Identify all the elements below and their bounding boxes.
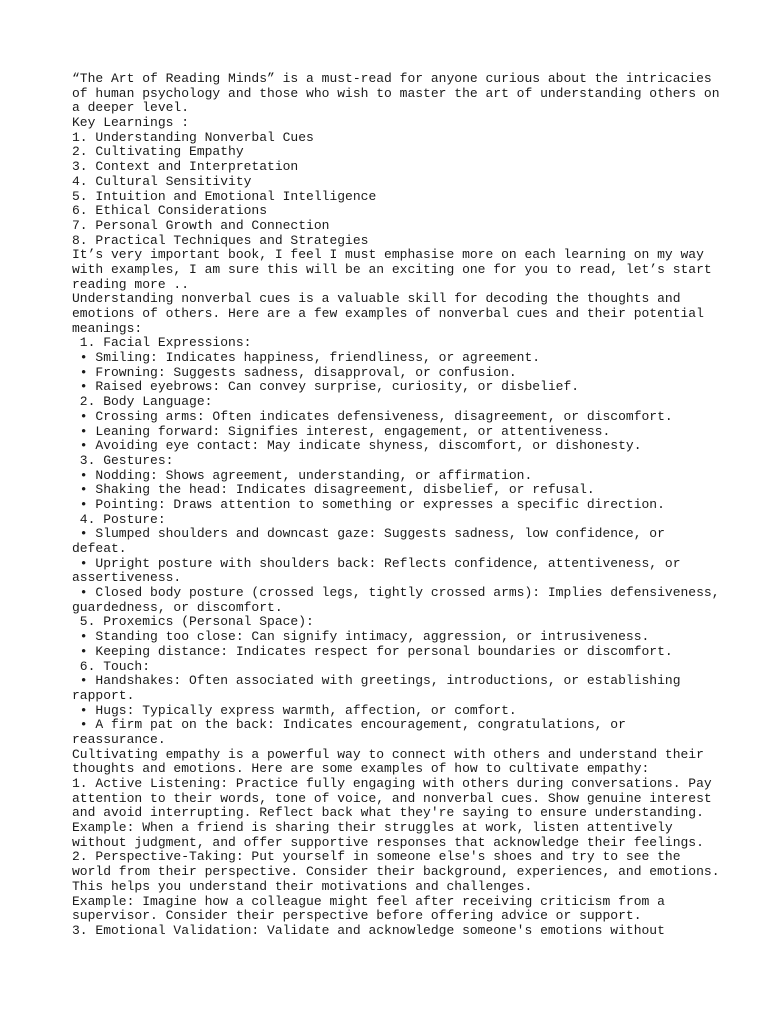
text-line: Cultivating empathy is a powerful way to connect with others and understand their bbox=[72, 746, 704, 762]
text-line: thoughts and emotions. Here are some examples of how to cultivate empathy: bbox=[72, 761, 650, 777]
text-line: Example: When a friend is sharing their struggles at work, listen attentively bbox=[72, 820, 673, 836]
text-line: 3. Context and Interpretation bbox=[72, 159, 299, 175]
text-line: emotions of others. Here are a few examples of nonverbal cues and their potential bbox=[72, 306, 704, 321]
text-line: 5. Proxemics (Personal Space): bbox=[72, 614, 314, 630]
text-line: a deeper level. bbox=[72, 100, 190, 116]
text-line: • Shaking the head: Indicates disagreement, disbelief, or refusal. bbox=[72, 482, 595, 498]
text-line: with examples, I am sure this will be an exciting one for you to read, let’s start bbox=[72, 261, 712, 277]
text-line: 2. Cultivating Empathy bbox=[72, 144, 244, 160]
text-line: 3. Gestures: bbox=[72, 452, 174, 468]
text-line: 5. Intuition and Emotional Intelligence bbox=[72, 188, 377, 204]
text-line: • Smiling: Indicates happiness, friendliness, or agreement. bbox=[72, 350, 541, 366]
text-line: meanings: bbox=[72, 320, 143, 336]
text-line: 8. Practical Techniques and Strategies bbox=[72, 232, 369, 248]
text-line: 1. Facial Expressions: bbox=[72, 335, 252, 351]
text-line: “The Art of Reading Minds” is a must-read for anyone curious about the intricacies bbox=[72, 71, 712, 86]
text-line: 2. Body Language: bbox=[72, 394, 213, 410]
text-line: reassurance. bbox=[72, 731, 166, 747]
text-line: Key Learnings : bbox=[72, 115, 190, 131]
text-line: • Keeping distance: Indicates respect for personal boundaries or discomfort. bbox=[72, 643, 673, 659]
text-line: • Nodding: Shows agreement, understanding, or affirmation. bbox=[72, 467, 533, 483]
text-line: 4. Posture: bbox=[72, 511, 166, 527]
document-page bbox=[72, 71, 720, 939]
text-line: • Handshakes: Often associated with greetings, introductions, or establishing bbox=[72, 673, 681, 689]
text-line: Understanding nonverbal cues is a valuable skill for decoding the thoughts and bbox=[72, 291, 681, 307]
text-line: • Upright posture with shoulders back: Reflects confidence, attentiveness, or bbox=[72, 555, 681, 571]
text-line: world from their perspective. Consider their background, experiences, and emotions. bbox=[72, 864, 720, 880]
text-line: rapport. bbox=[72, 687, 135, 703]
text-line: 6. Touch: bbox=[72, 658, 151, 674]
text-line: 2. Perspective-Taking: Put yourself in someone else's shoes and try to see the bbox=[72, 849, 681, 865]
text-line: • Closed body posture (crossed legs, tightly crossed arms): Implies defensiveness, bbox=[72, 585, 720, 601]
text-line: 6. Ethical Considerations bbox=[72, 203, 268, 219]
text-line: • A firm pat on the back: Indicates encouragement, congratulations, or bbox=[72, 717, 626, 733]
text-line: 1. Understanding Nonverbal Cues bbox=[72, 129, 314, 145]
text-line: assertiveness. bbox=[72, 570, 182, 586]
text-line: reading more .. bbox=[72, 276, 190, 292]
text-line: This helps you understand their motivations and challenges. bbox=[72, 878, 533, 894]
text-line: 3. Emotional Validation: Validate and acknowledge someone's emotions without bbox=[72, 922, 665, 938]
text-line: It’s very important book, I feel I must emphasise more on each learning on my way bbox=[72, 247, 704, 263]
text-line: • Standing too close: Can signify intimacy, aggression, or intrusiveness. bbox=[72, 629, 650, 645]
text-line: supervisor. Consider their perspective before offering advice or support. bbox=[72, 908, 642, 924]
text-line: • Leaning forward: Signifies interest, engagement, or attentiveness. bbox=[72, 423, 611, 439]
text-line: defeat. bbox=[72, 541, 127, 556]
text-line: • Avoiding eye contact: May indicate shyness, discomfort, or dishonesty. bbox=[72, 438, 642, 454]
text-line: without judgment, and offer supportive responses that acknowledge their feelings. bbox=[72, 834, 704, 850]
text-line: • Frowning: Suggests sadness, disapproval, or confusion. bbox=[72, 364, 517, 380]
text-line: • Crossing arms: Often indicates defensiveness, disagreement, or discomfort. bbox=[72, 408, 673, 424]
text-line: • Hugs: Typically express warmth, affection, or comfort. bbox=[72, 702, 517, 718]
text-line: attention to their words, tone of voice, and nonverbal cues. Show genuine interest bbox=[72, 790, 712, 806]
text-line: and avoid interrupting. Reflect back what they're saying to ensure understanding. bbox=[72, 805, 704, 821]
text-line: 1. Active Listening: Practice fully engaging with others during conversations. Pay bbox=[72, 776, 712, 791]
text-line: • Raised eyebrows: Can convey surprise, curiosity, or disbelief. bbox=[72, 379, 580, 395]
text-line: of human psychology and those who wish to master the art of understanding others on bbox=[72, 85, 720, 101]
text-line: 7. Personal Growth and Connection bbox=[72, 217, 330, 233]
text-line: • Slumped shoulders and downcast gaze: Suggests sadness, low confidence, or bbox=[72, 526, 665, 542]
text-line: guardedness, or discomfort. bbox=[72, 599, 283, 615]
text-line: • Pointing: Draws attention to something or expresses a specific direction. bbox=[72, 496, 665, 512]
text-line: Example: Imagine how a colleague might feel after receiving criticism from a bbox=[72, 893, 665, 909]
text-line: 4. Cultural Sensitivity bbox=[72, 173, 252, 189]
